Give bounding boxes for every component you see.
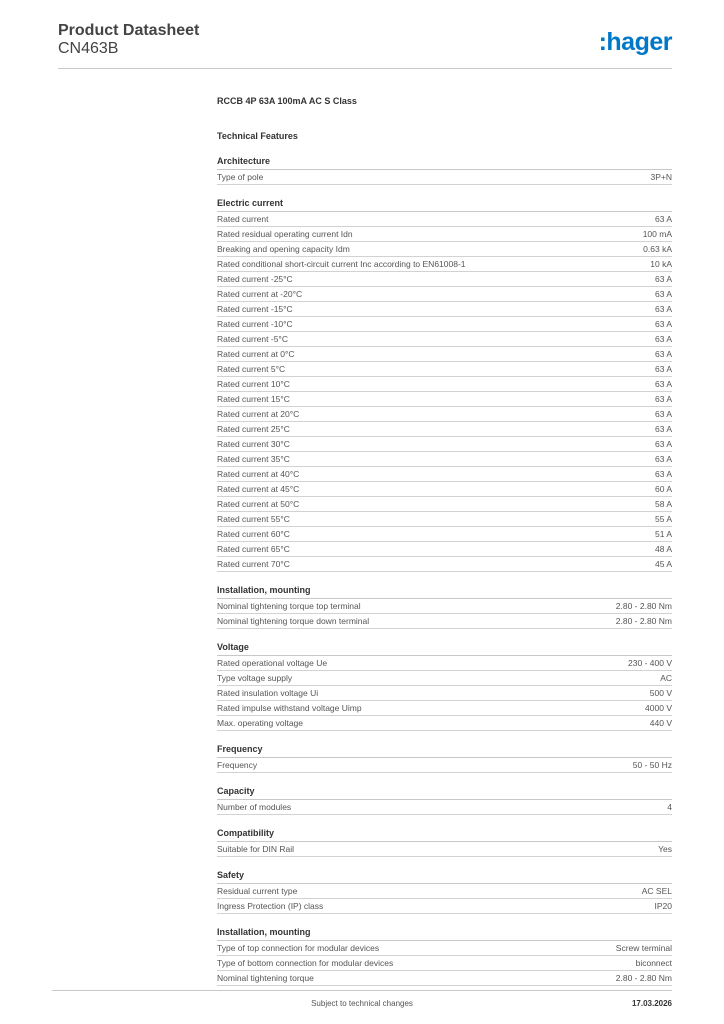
spec-row — [217, 971, 672, 986]
spec-row — [217, 362, 672, 377]
spec-label: Type of top connection for modular devices — [217, 943, 380, 953]
spec-section — [217, 827, 672, 857]
spec-section — [217, 155, 672, 185]
spec-row — [217, 392, 672, 407]
product-code: CN463B — [58, 40, 119, 57]
document-title: Product Datasheet — [58, 22, 200, 39]
spec-label: Rated current 65°C — [217, 544, 290, 554]
spec-value: 3P+N — [650, 172, 672, 182]
spec-label: Rated current at 45°C — [217, 484, 300, 494]
spec-row — [217, 272, 672, 287]
spec-label: Rated conditional short-circuit current Inc according to EN61008-1 — [217, 259, 466, 269]
spec-value: 63 A — [654, 349, 672, 359]
spec-row — [217, 599, 672, 614]
footer-divider — [52, 990, 672, 991]
spec-label: Rated operational voltage Ue — [217, 658, 328, 668]
technical-features-heading: Technical Features — [217, 131, 298, 141]
spec-row — [217, 671, 672, 686]
spec-label: Residual current type — [217, 886, 298, 896]
spec-value: 63 A — [654, 319, 672, 329]
spec-row — [217, 716, 672, 731]
spec-value: 2.80 - 2.80 Nm — [615, 973, 672, 983]
spec-label: Rated insulation voltage Ui — [217, 688, 319, 698]
spec-row — [217, 512, 672, 527]
spec-label: Rated current -25°C — [217, 274, 293, 284]
spec-value: 63 A — [654, 379, 672, 389]
spec-label: Breaking and opening capacity Idm — [217, 244, 350, 254]
hager-logo — [599, 28, 672, 57]
spec-section — [217, 869, 672, 914]
spec-row — [217, 452, 672, 467]
spec-value: Yes — [658, 844, 672, 854]
spec-value: AC — [660, 673, 672, 683]
spec-value: 500 V — [649, 688, 672, 698]
spec-label: Suitable for DIN Rail — [217, 844, 295, 854]
spec-label: Max. operating voltage — [217, 718, 303, 728]
spec-value: IP20 — [654, 901, 672, 911]
spec-label: Rated current at 0°C — [217, 349, 295, 359]
spec-row — [217, 467, 672, 482]
spec-value: 48 A — [654, 544, 672, 554]
section-title: Installation, mounting — [217, 584, 672, 599]
spec-label: Rated residual operating current Idn — [217, 229, 353, 239]
section-title: Safety — [217, 869, 672, 884]
spec-row — [217, 557, 672, 572]
section-title: Architecture — [217, 155, 672, 170]
spec-label: Rated current — [217, 214, 269, 224]
spec-value: 60 A — [654, 484, 672, 494]
spec-row — [217, 287, 672, 302]
spec-row — [217, 422, 672, 437]
spec-row — [217, 377, 672, 392]
spec-row — [217, 212, 672, 227]
spec-row — [217, 542, 672, 557]
spec-row — [217, 656, 672, 671]
spec-row — [217, 701, 672, 716]
spec-row — [217, 437, 672, 452]
document-header — [58, 22, 199, 58]
spec-label: Frequency — [217, 760, 258, 770]
spec-section — [217, 926, 672, 986]
section-title: Voltage — [217, 641, 672, 656]
spec-label: Rated current at 40°C — [217, 469, 300, 479]
spec-value: 63 A — [654, 289, 672, 299]
spec-value: 50 - 50 Hz — [632, 760, 672, 770]
spec-row — [217, 884, 672, 899]
spec-label: Rated current 15°C — [217, 394, 290, 404]
spec-row — [217, 257, 672, 272]
spec-value: 100 mA — [642, 229, 672, 239]
spec-value: 63 A — [654, 409, 672, 419]
spec-row — [217, 614, 672, 629]
spec-label: Type of pole — [217, 172, 264, 182]
spec-value: 58 A — [654, 499, 672, 509]
spec-value: 10 kA — [650, 259, 672, 269]
spec-row — [217, 482, 672, 497]
section-title: Electric current — [217, 197, 672, 212]
spec-row — [217, 800, 672, 815]
spec-row — [217, 527, 672, 542]
spec-value: AC SEL — [641, 886, 672, 896]
section-title: Capacity — [217, 785, 672, 800]
section-title: Compatibility — [217, 827, 672, 842]
spec-row — [217, 686, 672, 701]
spec-value: 63 A — [654, 424, 672, 434]
spec-value: 51 A — [654, 529, 672, 539]
spec-row — [217, 347, 672, 362]
spec-label: Rated current at 20°C — [217, 409, 300, 419]
spec-section — [217, 641, 672, 731]
spec-value: 63 A — [654, 334, 672, 344]
spec-section — [217, 584, 672, 629]
datasheet-content — [217, 94, 672, 986]
spec-row — [217, 956, 672, 971]
spec-label: Rated current at 50°C — [217, 499, 300, 509]
spec-value: 4 — [667, 802, 672, 812]
spec-row — [217, 758, 672, 773]
spec-row — [217, 899, 672, 914]
spec-label: Number of modules — [217, 802, 292, 812]
spec-section — [217, 197, 672, 572]
spec-section — [217, 785, 672, 815]
spec-label: Type voltage supply — [217, 673, 293, 683]
spec-label: Rated current 70°C — [217, 559, 290, 569]
spec-label: Rated current 35°C — [217, 454, 290, 464]
spec-value: 63 A — [654, 274, 672, 284]
spec-row — [217, 302, 672, 317]
spec-label: Rated current 55°C — [217, 514, 290, 524]
footer-date: 17.03.2026 — [631, 999, 672, 1008]
logo-text: hager — [606, 28, 672, 56]
spec-label: Type of bottom connection for modular devices — [217, 958, 394, 968]
spec-value: 440 V — [649, 718, 672, 728]
spec-value: 4000 V — [645, 703, 672, 713]
spec-sections — [217, 155, 672, 986]
spec-label: Rated current 5°C — [217, 364, 286, 374]
spec-label: Nominal tightening torque top terminal — [217, 601, 361, 611]
spec-value: 2.80 - 2.80 Nm — [615, 601, 672, 611]
spec-value: 2.80 - 2.80 Nm — [615, 616, 672, 626]
spec-row — [217, 332, 672, 347]
spec-value: 0.63 kA — [643, 244, 672, 254]
header-divider — [58, 68, 672, 69]
spec-value: Screw terminal — [615, 943, 672, 953]
spec-value: 230 - 400 V — [628, 658, 672, 668]
spec-row — [217, 242, 672, 257]
spec-value: 55 A — [654, 514, 672, 524]
spec-value: 63 A — [654, 214, 672, 224]
section-title: Installation, mounting — [217, 926, 672, 941]
spec-label: Rated current -10°C — [217, 319, 293, 329]
spec-row — [217, 842, 672, 857]
spec-row — [217, 227, 672, 242]
spec-label: Rated current 25°C — [217, 424, 290, 434]
spec-value: 63 A — [654, 439, 672, 449]
logo-dots: : — [598, 28, 607, 56]
spec-value: 45 A — [654, 559, 672, 569]
spec-value: 63 A — [654, 394, 672, 404]
spec-label: Rated current 30°C — [217, 439, 290, 449]
product-name: RCCB 4P 63A 100mA AC S Class — [217, 96, 357, 106]
spec-value: 63 A — [654, 364, 672, 374]
spec-label: Nominal tightening torque — [217, 973, 314, 983]
spec-label: Rated impulse withstand voltage Uimp — [217, 703, 362, 713]
spec-label: Rated current -5°C — [217, 334, 288, 344]
spec-row — [217, 941, 672, 956]
spec-value: biconnect — [635, 958, 672, 968]
spec-label: Rated current 60°C — [217, 529, 290, 539]
spec-label: Nominal tightening torque down terminal — [217, 616, 370, 626]
spec-label: Ingress Protection (IP) class — [217, 901, 324, 911]
section-title: Frequency — [217, 743, 672, 758]
spec-label: Rated current at -20°C — [217, 289, 303, 299]
spec-label: Rated current -15°C — [217, 304, 293, 314]
spec-row — [217, 170, 672, 185]
spec-label: Rated current 10°C — [217, 379, 290, 389]
spec-row — [217, 497, 672, 512]
spec-value: 63 A — [654, 454, 672, 464]
spec-value: 63 A — [654, 469, 672, 479]
spec-section — [217, 743, 672, 773]
spec-value: 63 A — [654, 304, 672, 314]
spec-row — [217, 317, 672, 332]
footer-note: Subject to technical changes — [311, 999, 413, 1008]
spec-row — [217, 407, 672, 422]
